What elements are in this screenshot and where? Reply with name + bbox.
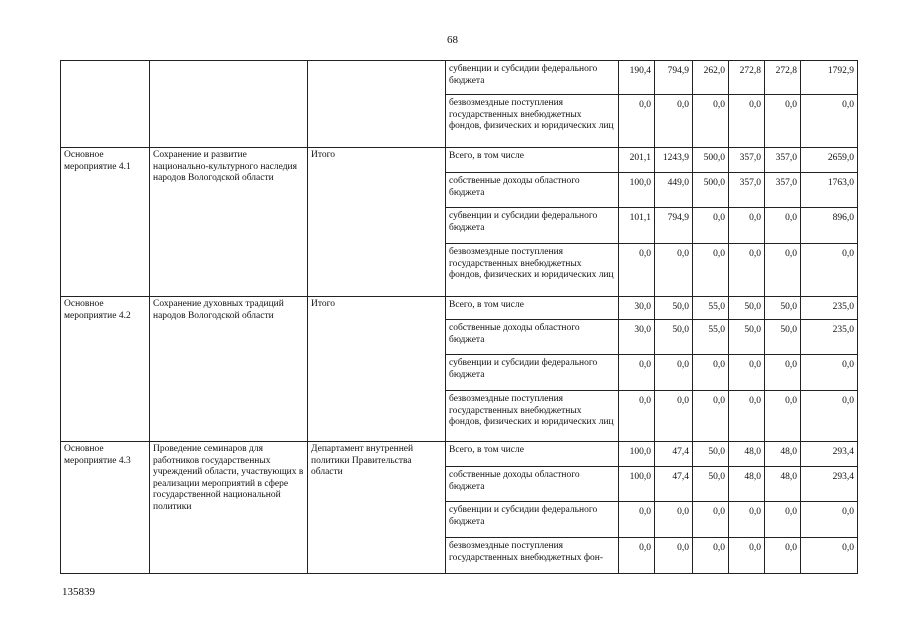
value-cell: 272,8 (729, 61, 765, 95)
value-cell: 0,0 (729, 355, 765, 391)
table-row (61, 442, 858, 467)
value-cell: 0,0 (765, 208, 801, 244)
total-cell: 235,0 (801, 320, 858, 355)
value-cell: 50,0 (729, 320, 765, 355)
value-cell: 0,0 (765, 355, 801, 391)
measure-name-cell: Основное мероприятие 4.1 (61, 148, 150, 297)
total-cell: 1792,9 (801, 61, 858, 95)
value-cell: 100,0 (619, 467, 655, 502)
value-cell: 50,0 (655, 320, 693, 355)
total-cell: 0,0 (801, 95, 858, 148)
funding-source-cell: субвенции и субсидии федерального бюджета (446, 355, 619, 391)
funding-source-cell: субвенции и субсидии федерального бюджета (446, 208, 619, 244)
value-cell: 101,1 (619, 208, 655, 244)
value-cell: 30,0 (619, 297, 655, 320)
funding-source-cell: безвозмездные поступления государственных внебюджетных фондов, физических и юридических лиц (446, 391, 619, 442)
value-cell: 0,0 (693, 391, 729, 442)
total-cell: 2659,0 (801, 148, 858, 173)
executor-cell: Департамент внутренней политики Правительства области (308, 442, 446, 574)
value-cell: 794,9 (655, 208, 693, 244)
value-cell: 0,0 (693, 538, 729, 574)
total-cell: 0,0 (801, 244, 858, 297)
value-cell: 0,0 (729, 208, 765, 244)
value-cell: 0,0 (655, 502, 693, 538)
value-cell: 262,0 (693, 61, 729, 95)
value-cell: 0,0 (693, 244, 729, 297)
value-cell: 500,0 (693, 148, 729, 173)
value-cell: 0,0 (765, 538, 801, 574)
funding-source-cell: Всего, в том числе (446, 442, 619, 467)
value-cell: 190,4 (619, 61, 655, 95)
value-cell: 30,0 (619, 320, 655, 355)
value-cell: 0,0 (619, 391, 655, 442)
funding-source-cell: собственные доходы областного бюджета (446, 320, 619, 355)
value-cell: 0,0 (765, 244, 801, 297)
value-cell: 0,0 (619, 244, 655, 297)
value-cell: 0,0 (693, 502, 729, 538)
measure-name-cell (61, 61, 150, 148)
funding-source-cell: собственные доходы областного бюджета (446, 173, 619, 208)
value-cell: 272,8 (765, 61, 801, 95)
budget-table (60, 60, 858, 574)
total-cell: 235,0 (801, 297, 858, 320)
value-cell: 0,0 (619, 355, 655, 391)
total-cell: 0,0 (801, 538, 858, 574)
value-cell: 100,0 (619, 442, 655, 467)
value-cell: 0,0 (655, 538, 693, 574)
measure-title-cell (150, 61, 308, 148)
value-cell: 0,0 (655, 95, 693, 148)
value-cell: 0,0 (655, 391, 693, 442)
value-cell: 47,4 (655, 467, 693, 502)
budget-table-body (61, 61, 858, 574)
measure-title-cell: Сохранение и развитие национально-культурного наследия народов Вологодской области (150, 148, 308, 297)
table-row (61, 61, 858, 95)
value-cell: 50,0 (765, 320, 801, 355)
measure-name-cell: Основное мероприятие 4.3 (61, 442, 150, 574)
value-cell: 357,0 (765, 173, 801, 208)
value-cell: 357,0 (765, 148, 801, 173)
value-cell: 0,0 (729, 502, 765, 538)
funding-source-cell: субвенции и субсидии федерального бюджета (446, 61, 619, 95)
document-code: 135839 (62, 586, 95, 598)
value-cell: 48,0 (729, 442, 765, 467)
funding-source-cell: Всего, в том числе (446, 148, 619, 173)
value-cell: 50,0 (729, 297, 765, 320)
value-cell: 0,0 (655, 244, 693, 297)
table-row (61, 297, 858, 320)
value-cell: 55,0 (693, 320, 729, 355)
value-cell: 500,0 (693, 173, 729, 208)
executor-cell: Итого (308, 297, 446, 442)
value-cell: 0,0 (765, 391, 801, 442)
funding-source-cell: безвозмездные поступления государственных внебюджетных фон- (446, 538, 619, 574)
measure-title-cell: Проведение семинаров для работников государственных учреждений области, участвующих в реализации мероприятий в сфере государственной национальной политики (150, 442, 308, 574)
funding-source-cell: Всего, в том числе (446, 297, 619, 320)
executor-cell: Итого (308, 148, 446, 297)
executor-cell (308, 61, 446, 148)
value-cell: 0,0 (619, 538, 655, 574)
total-cell: 896,0 (801, 208, 858, 244)
value-cell: 0,0 (729, 95, 765, 148)
value-cell: 50,0 (693, 442, 729, 467)
value-cell: 0,0 (655, 355, 693, 391)
value-cell: 357,0 (729, 148, 765, 173)
total-cell: 0,0 (801, 502, 858, 538)
funding-source-cell: безвозмездные поступления государственных внебюджетных фондов, физических и юридических лиц (446, 244, 619, 297)
value-cell: 0,0 (619, 502, 655, 538)
total-cell: 293,4 (801, 467, 858, 502)
value-cell: 55,0 (693, 297, 729, 320)
funding-source-cell: субвенции и субсидии федерального бюджета (446, 502, 619, 538)
value-cell: 357,0 (729, 173, 765, 208)
value-cell: 50,0 (655, 297, 693, 320)
total-cell: 1763,0 (801, 173, 858, 208)
value-cell: 50,0 (693, 467, 729, 502)
value-cell: 48,0 (765, 442, 801, 467)
value-cell: 0,0 (729, 538, 765, 574)
measure-name-cell: Основное мероприятие 4.2 (61, 297, 150, 442)
value-cell: 0,0 (765, 502, 801, 538)
page-number: 68 (447, 34, 458, 46)
value-cell: 201,1 (619, 148, 655, 173)
measure-title-cell: Сохранение духовных традиций народов Вологодской области (150, 297, 308, 442)
funding-source-cell: собственные доходы областного бюджета (446, 467, 619, 502)
value-cell: 100,0 (619, 173, 655, 208)
value-cell: 50,0 (765, 297, 801, 320)
value-cell: 48,0 (729, 467, 765, 502)
funding-source-cell: безвозмездные поступления государственных внебюджетных фондов, физических и юридических лиц (446, 95, 619, 148)
total-cell: 293,4 (801, 442, 858, 467)
value-cell: 0,0 (693, 95, 729, 148)
value-cell: 0,0 (619, 95, 655, 148)
total-cell: 0,0 (801, 391, 858, 442)
table-row (61, 148, 858, 173)
value-cell: 449,0 (655, 173, 693, 208)
value-cell: 47,4 (655, 442, 693, 467)
value-cell: 1243,9 (655, 148, 693, 173)
value-cell: 0,0 (729, 244, 765, 297)
value-cell: 0,0 (729, 391, 765, 442)
value-cell: 0,0 (693, 355, 729, 391)
value-cell: 48,0 (765, 467, 801, 502)
total-cell: 0,0 (801, 355, 858, 391)
value-cell: 0,0 (693, 208, 729, 244)
value-cell: 0,0 (765, 95, 801, 148)
value-cell: 794,9 (655, 61, 693, 95)
